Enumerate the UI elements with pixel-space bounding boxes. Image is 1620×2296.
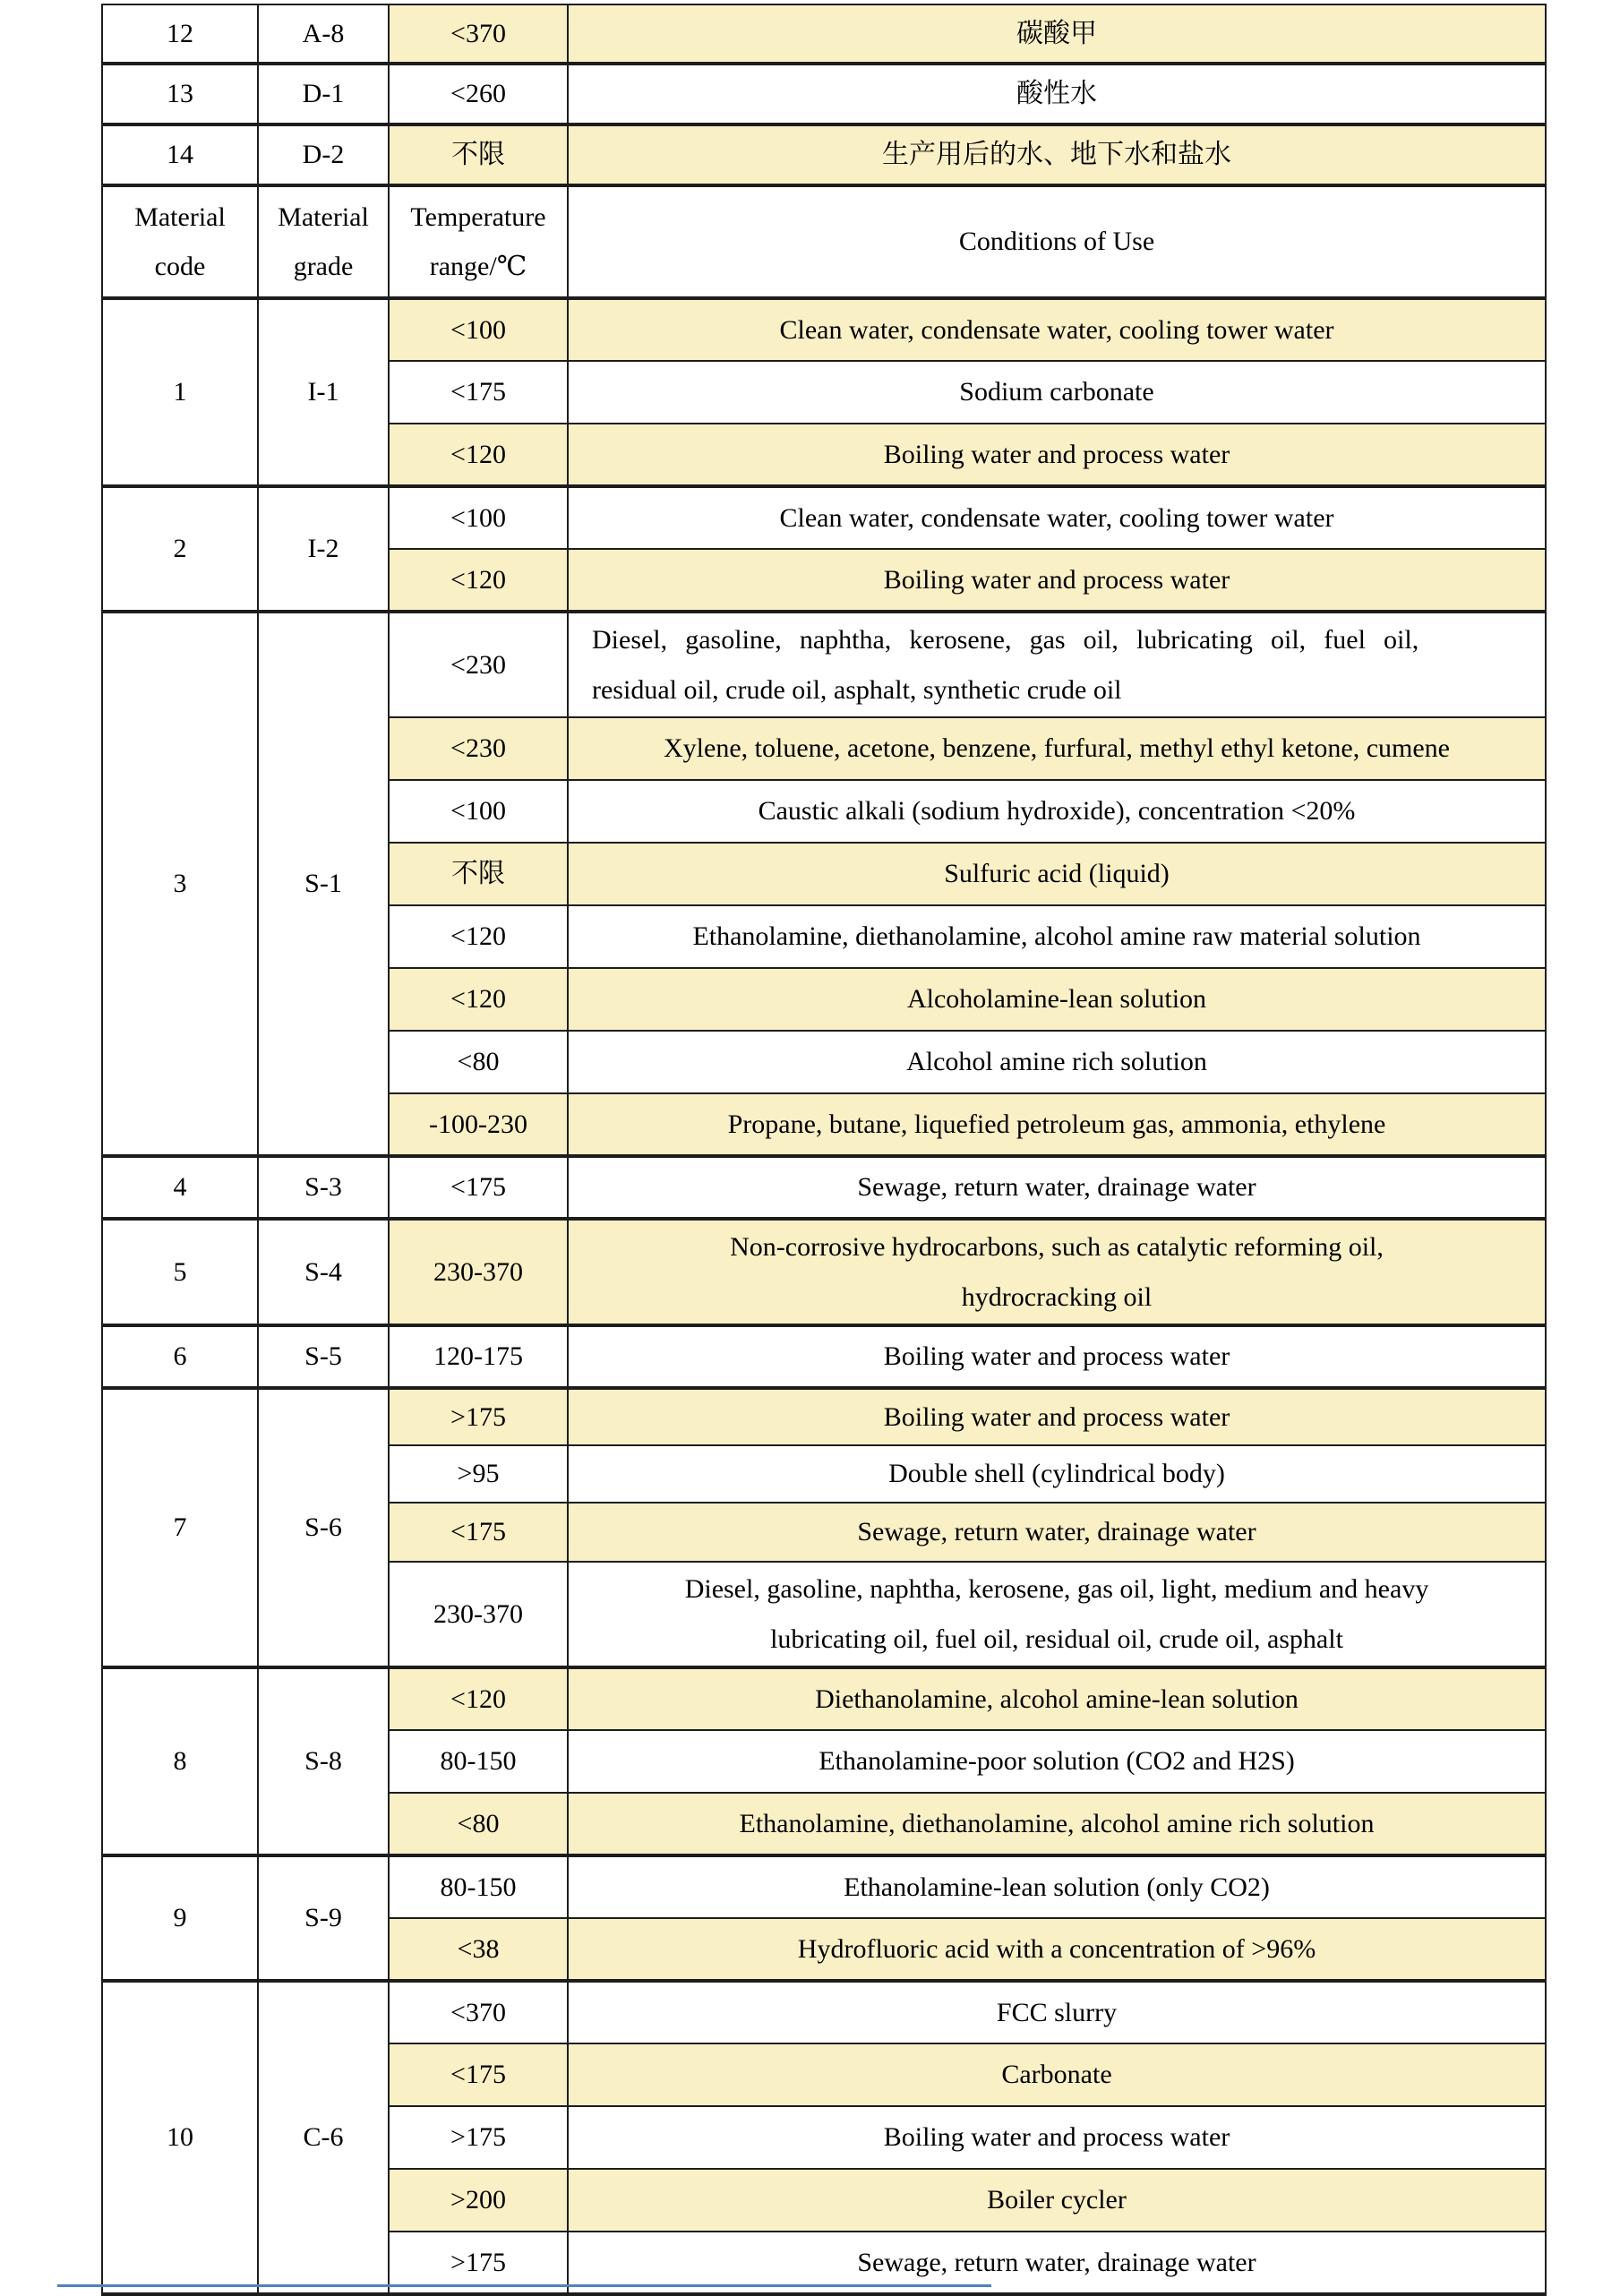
conditions-cell — [568, 1219, 1546, 1325]
conditions-cell: Ethanolamine-poor solution (CO2 and H2S) — [568, 1730, 1546, 1793]
temp-range-cell: <120 — [389, 1667, 568, 1730]
temp-range-cell: <100 — [389, 298, 568, 361]
conditions-cell: Clean water, condensate water, cooling tower water — [568, 486, 1546, 549]
material-grade-cell: S-6 — [258, 1388, 389, 1667]
material-code-cell: 9 — [102, 1855, 258, 1981]
temp-range-cell: <80 — [389, 1031, 568, 1093]
conditions-cell — [568, 1562, 1546, 1667]
conditions-cell: Caustic alkali (sodium hydroxide), concentration <20% — [568, 780, 1546, 843]
header-material-grade: Material grade — [258, 185, 389, 298]
bottom-blue-rule — [57, 2284, 991, 2287]
conditions-cell: Sewage, return water, drainage water — [568, 2232, 1546, 2294]
conditions-cell: Sulfuric acid (liquid) — [568, 843, 1546, 905]
material-code-cell: 6 — [102, 1325, 258, 1388]
conditions-cell: Alcoholamine-lean solution — [568, 968, 1546, 1031]
material-grade-cell: D-1 — [258, 64, 389, 124]
material-grade-cell: S-4 — [258, 1219, 389, 1325]
header-conditions-of-use: Conditions of Use — [568, 185, 1546, 298]
conditions-line: lubricating oil, fuel oil, residual oil, crude oil, asphalt — [770, 1623, 1343, 1654]
conditions-cell: Propane, butane, liquefied petroleum gas, ammonia, ethylene — [568, 1093, 1546, 1156]
conditions-cell: Boiler cycler — [568, 2169, 1546, 2232]
temp-range-cell: <230 — [389, 717, 568, 780]
conditions-cell: 酸性水 — [568, 64, 1546, 124]
conditions-cell: Carbonate — [568, 2043, 1546, 2106]
material-code-cell: 10 — [102, 1981, 258, 2294]
material-grade-cell: C-6 — [258, 1981, 389, 2294]
conditions-cell: Xylene, toluene, acetone, benzene, furfural, methyl ethyl ketone, cumene — [568, 717, 1546, 780]
temp-range-cell: 不限 — [389, 124, 568, 185]
material-code-cell: 3 — [102, 612, 258, 1156]
material-conditions-table — [101, 4, 1547, 2296]
conditions-line: Diesel, gasoline, naphtha, kerosene, gas oil, light, medium and heavy — [684, 1574, 1429, 1604]
conditions-line: Non-corrosive hydrocarbons, such as catalytic reforming oil, — [730, 1232, 1384, 1262]
conditions-cell: Ethanolamine-lean solution (only CO2) — [568, 1855, 1546, 1918]
temp-range-cell: <120 — [389, 424, 568, 486]
material-code-cell: 5 — [102, 1219, 258, 1325]
material-grade-cell: A-8 — [258, 4, 389, 64]
temp-range-cell: <120 — [389, 968, 568, 1031]
conditions-cell: Boiling water and process water — [568, 2106, 1546, 2169]
material-grade-cell: S-9 — [258, 1855, 389, 1981]
conditions-cell: Boiling water and process water — [568, 1388, 1546, 1445]
temp-range-cell: 80-150 — [389, 1855, 568, 1918]
temp-range-cell: 230-370 — [389, 1562, 568, 1667]
conditions-cell: 碳酸甲 — [568, 4, 1546, 64]
temp-range-cell: <120 — [389, 549, 568, 612]
temp-range-cell: <38 — [389, 1918, 568, 1981]
temp-range-cell: >200 — [389, 2169, 568, 2232]
material-grade-cell: S-1 — [258, 612, 389, 1156]
conditions-cell: Ethanolamine, diethanolamine, alcohol amine raw material solution — [568, 905, 1546, 968]
material-code-cell: 2 — [102, 486, 258, 612]
temp-range-cell: 不限 — [389, 843, 568, 905]
temp-range-cell: >95 — [389, 1445, 568, 1503]
material-code-cell: 12 — [102, 4, 258, 64]
temp-range-cell: <175 — [389, 361, 568, 424]
temp-range-cell: <175 — [389, 2043, 568, 2106]
conditions-cell: FCC slurry — [568, 1981, 1546, 2043]
conditions-cell: Boiling water and process water — [568, 424, 1546, 486]
conditions-cell: 生产用后的水、地下水和盐水 — [568, 124, 1546, 185]
temp-range-cell: <370 — [389, 1981, 568, 2043]
temp-range-cell: >175 — [389, 1388, 568, 1445]
material-grade-cell: I-2 — [258, 486, 389, 612]
conditions-cell: Sewage, return water, drainage water — [568, 1503, 1546, 1562]
conditions-cell: Alcohol amine rich solution — [568, 1031, 1546, 1093]
conditions-line: residual oil, crude oil, asphalt, synthetic crude oil — [592, 674, 1122, 705]
material-code-cell: 13 — [102, 64, 258, 124]
material-code-cell: 14 — [102, 124, 258, 185]
temp-range-cell: >175 — [389, 2106, 568, 2169]
conditions-cell: Clean water, condensate water, cooling tower water — [568, 298, 1546, 361]
material-code-cell: 7 — [102, 1388, 258, 1667]
conditions-cell: Sewage, return water, drainage water — [568, 1156, 1546, 1219]
temp-range-cell: 120-175 — [389, 1325, 568, 1388]
material-grade-cell: I-1 — [258, 298, 389, 486]
material-grade-cell: S-5 — [258, 1325, 389, 1388]
conditions-cell — [568, 612, 1546, 717]
header-material-code: Material code — [102, 185, 258, 298]
conditions-line: Diesel, gasoline, naphtha, kerosene, gas oil, lubricating oil, fuel oil, — [592, 625, 1419, 655]
temp-range-cell: <370 — [389, 4, 568, 64]
header-temperature-range: Temperature range/℃ — [389, 185, 568, 298]
temp-range-cell: <120 — [389, 905, 568, 968]
conditions-line: hydrocracking oil — [961, 1281, 1153, 1312]
conditions-cell: Ethanolamine, diethanolamine, alcohol amine rich solution — [568, 1793, 1546, 1855]
conditions-cell: Diethanolamine, alcohol amine-lean solution — [568, 1667, 1546, 1730]
temp-range-cell: 230-370 — [389, 1219, 568, 1325]
conditions-cell: Hydrofluoric acid with a concentration of >96% — [568, 1918, 1546, 1981]
temp-range-cell: <260 — [389, 64, 568, 124]
conditions-cell: Sodium carbonate — [568, 361, 1546, 424]
material-grade-cell: S-3 — [258, 1156, 389, 1219]
temp-range-cell: >175 — [389, 2232, 568, 2294]
temp-range-cell: <175 — [389, 1503, 568, 1562]
temp-range-cell: <100 — [389, 486, 568, 549]
conditions-cell: Boiling water and process water — [568, 549, 1546, 612]
conditions-cell: Double shell (cylindrical body) — [568, 1445, 1546, 1503]
material-grade-cell: D-2 — [258, 124, 389, 185]
material-code-cell: 4 — [102, 1156, 258, 1219]
temp-range-cell: <80 — [389, 1793, 568, 1855]
temp-range-cell: <230 — [389, 612, 568, 717]
temp-range-cell: 80-150 — [389, 1730, 568, 1793]
material-code-cell: 1 — [102, 298, 258, 486]
temp-range-cell: <100 — [389, 780, 568, 843]
material-grade-cell: S-8 — [258, 1667, 389, 1855]
temp-range-cell: -100-230 — [389, 1093, 568, 1156]
conditions-cell: Boiling water and process water — [568, 1325, 1546, 1388]
temp-range-cell: <175 — [389, 1156, 568, 1219]
material-code-cell: 8 — [102, 1667, 258, 1855]
